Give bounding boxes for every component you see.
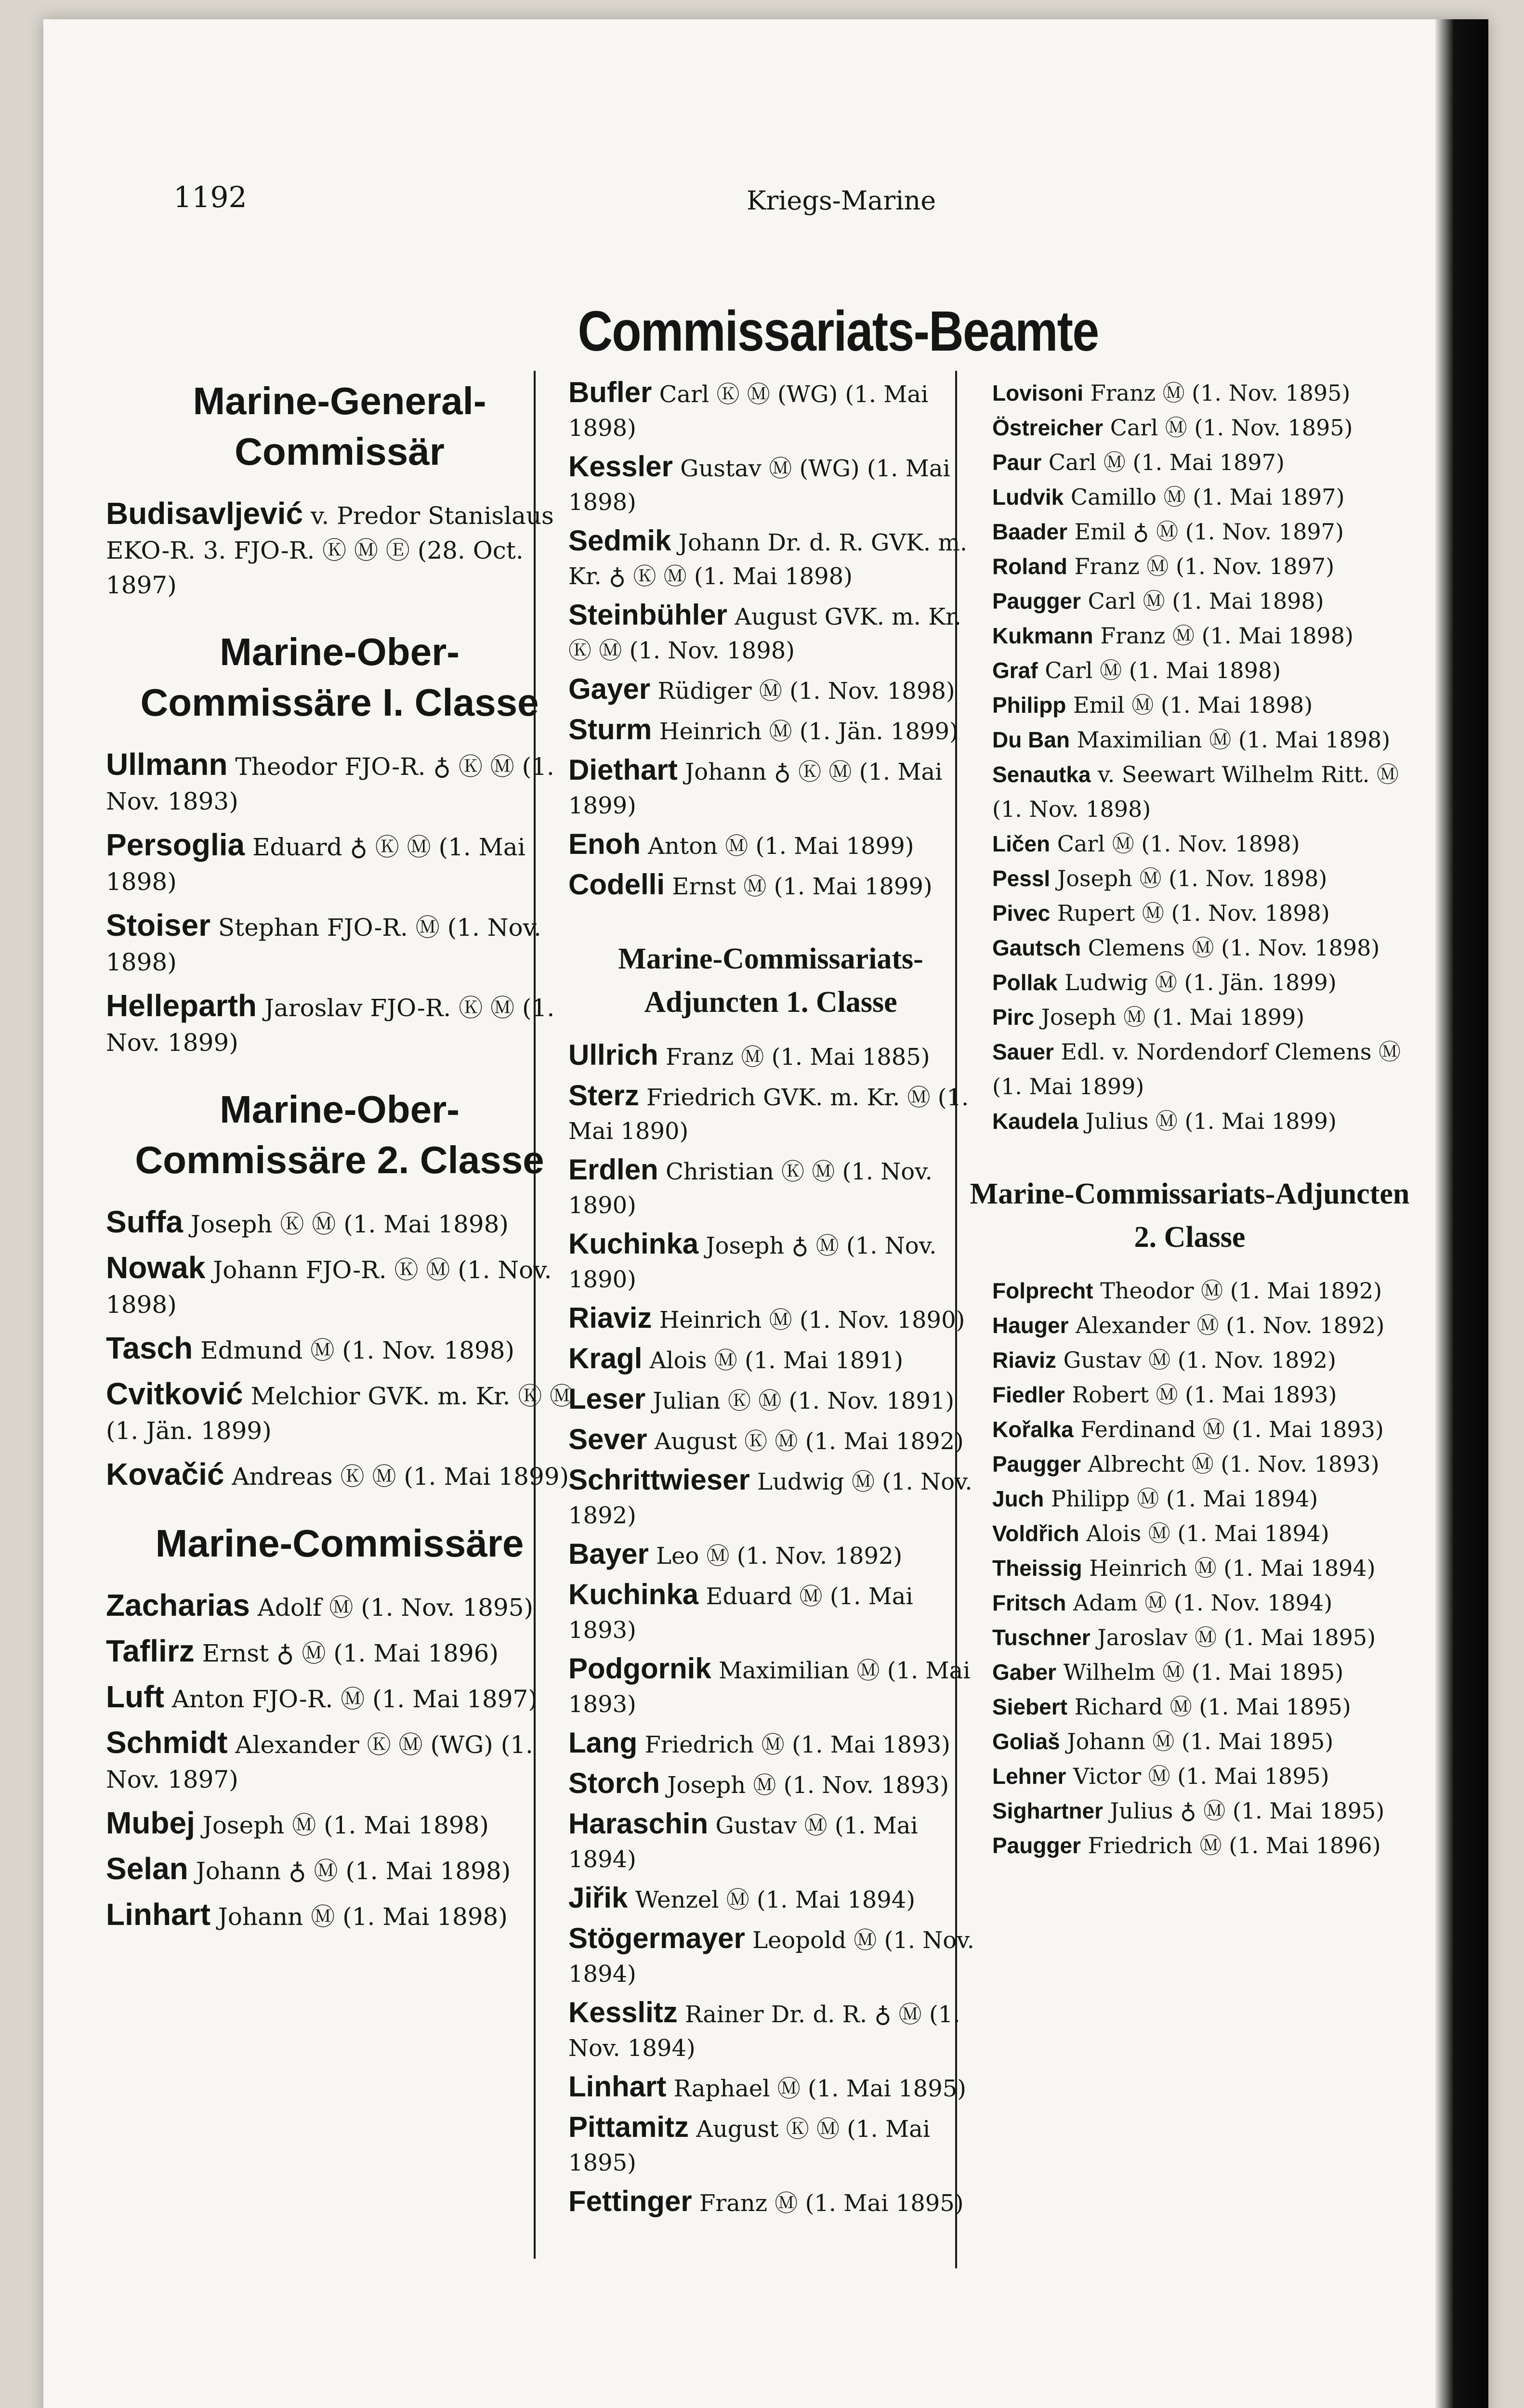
list-item	[554, 1922, 987, 1991]
column-2	[554, 376, 987, 2225]
entry-surname: Sturm	[568, 713, 652, 746]
entry-surname: Sighartner	[992, 1798, 1104, 1823]
entry-details: Johann Ⓜ (1. Mai 1898)	[218, 1903, 508, 1931]
entry-surname: Nowak	[106, 1250, 206, 1285]
entry-details: Joseph ♁ Ⓜ (1. Nov. 1890)	[568, 1232, 937, 1293]
list-item	[554, 2185, 987, 2220]
entry-surname: Diethart	[568, 754, 678, 786]
list-item	[554, 1578, 987, 1647]
entry-surname: Goliaš	[992, 1729, 1060, 1754]
entry-surname: Pollak	[992, 970, 1058, 995]
entry-surname: Tuschner	[992, 1625, 1090, 1650]
list-item	[963, 1585, 1416, 1620]
entry-surname: Pessl	[992, 866, 1051, 891]
entry-surname: Suffa	[106, 1204, 183, 1239]
entry-surname: Schrittwieser	[568, 1464, 750, 1496]
entry-surname: Paugger	[992, 1452, 1081, 1477]
entry-details: Victor Ⓜ (1. Mai 1895)	[1073, 1763, 1329, 1789]
list-item	[963, 722, 1416, 757]
entry-details: Alois Ⓜ (1. Mai 1894)	[1086, 1520, 1329, 1546]
entry-details: Alexander Ⓚ Ⓜ (WG) (1. Nov. 1897)	[106, 1731, 533, 1793]
entry-surname: Sterz	[568, 1079, 639, 1112]
entry-details: Philipp Ⓜ (1. Mai 1894)	[1051, 1486, 1318, 1512]
entry-surname: Stögermayer	[568, 1922, 745, 1954]
entry-surname: Theissig	[992, 1556, 1082, 1581]
entry-surname: Graf	[992, 658, 1038, 683]
list-item	[963, 584, 1416, 618]
section-heading: Marine-Ober-Commissäre I. Classe	[140, 630, 539, 724]
list-item	[963, 549, 1416, 584]
entry-details: Carl Ⓜ (1. Mai 1897)	[1048, 449, 1285, 475]
entry-surname: Ludvik	[992, 484, 1064, 510]
entry-surname: Helleparth	[106, 988, 257, 1023]
entry-details: Raphael Ⓜ (1. Mai 1895)	[673, 2075, 967, 2102]
list-item	[554, 1423, 987, 1458]
entry-surname: Podgornik	[568, 1652, 711, 1685]
list-item	[96, 1250, 583, 1322]
list-item	[554, 2110, 987, 2180]
entry-details: Richard Ⓜ (1. Mai 1895)	[1074, 1694, 1351, 1720]
entry-surname: Riaviz	[568, 1302, 652, 1334]
entry-surname: Kaudela	[992, 1109, 1078, 1134]
entry-surname: Budisavljević	[106, 496, 303, 531]
entry-surname: Sauer	[992, 1039, 1054, 1064]
entry-details: Leopold Ⓜ (1. Nov. 1894)	[568, 1927, 974, 1988]
entry-details: Friedrich Ⓜ (1. Mai 1893)	[644, 1731, 950, 1758]
entry-surname: Persoglia	[106, 827, 245, 862]
list-item	[963, 480, 1416, 514]
entry-surname: Roland	[992, 554, 1067, 579]
list-item	[554, 376, 987, 445]
entry-details: Carl Ⓜ (1. Mai 1898)	[1088, 588, 1324, 614]
entry-surname: Leser	[568, 1383, 646, 1415]
list-item	[963, 826, 1416, 861]
entry-details: Edmund Ⓜ (1. Nov. 1898)	[200, 1336, 515, 1364]
list-item	[554, 753, 987, 823]
entry-surname: Paur	[992, 450, 1042, 475]
list-item	[963, 1000, 1416, 1034]
entry-details: August Ⓚ Ⓜ (1. Mai 1895)	[568, 2116, 931, 2176]
entry-details: Joseph Ⓜ (1. Mai 1899)	[1041, 1004, 1305, 1030]
entry-details: Friedrich GVK. m. Kr. Ⓜ (1. Mai 1890)	[568, 1084, 969, 1145]
list-item	[963, 376, 1416, 410]
list-item	[963, 1551, 1416, 1585]
list-item	[963, 1828, 1416, 1863]
entry-surname: Östreicher	[992, 415, 1104, 440]
entry-details: v. Predor Stanislaus EKO-R. 3. FJO-R. Ⓚ Ⓜ Ⓔ (28. Oct. 1897)	[106, 502, 554, 599]
entry-details: Heinrich Ⓜ (1. Nov. 1890)	[659, 1307, 965, 1334]
entry-details: Gustav Ⓜ (1. Mai 1894)	[568, 1812, 918, 1873]
list-item	[96, 827, 583, 899]
list-item	[96, 1331, 583, 1368]
entry-details: Heinrich Ⓜ (1. Jän. 1899)	[659, 718, 959, 745]
list-item	[96, 1204, 583, 1242]
entry-surname: Lovisoni	[992, 380, 1084, 406]
entry-details: Leo Ⓜ (1. Nov. 1892)	[656, 1543, 903, 1570]
list-item	[963, 1273, 1416, 1308]
entry-surname: Cvitković	[106, 1376, 243, 1411]
entry-details: Franz Ⓜ (1. Mai 1895)	[699, 2190, 964, 2217]
entry-surname: Senautka	[992, 762, 1091, 787]
entry-details: Theodor FJO-R. ♁ Ⓚ Ⓜ (1. Nov. 1893)	[106, 753, 554, 815]
entry-surname: Juch	[992, 1486, 1044, 1511]
column-1	[96, 376, 583, 1943]
list-item	[963, 1481, 1416, 1516]
list-item	[554, 1652, 987, 1721]
list-item	[554, 1807, 987, 1876]
entry-details: Theodor Ⓜ (1. Mai 1892)	[1100, 1278, 1382, 1304]
entry-surname: Zacharias	[106, 1588, 250, 1623]
entry-details: Johann FJO-R. Ⓚ Ⓜ (1. Nov. 1898)	[106, 1256, 552, 1319]
list-item	[963, 896, 1416, 930]
list-item	[963, 1034, 1416, 1104]
list-item	[554, 1382, 987, 1418]
entry-surname: Taflirz	[106, 1634, 195, 1668]
section-heading: Marine-Commissariats-Adjuncten 2. Classe	[970, 1178, 1410, 1254]
entry-details: Julius Ⓜ (1. Mai 1899)	[1085, 1108, 1337, 1134]
entry-surname: Bufler	[568, 376, 652, 408]
entry-surname: Steinbühler	[568, 599, 728, 631]
entry-surname: Kesslitz	[568, 1996, 678, 2028]
entry-surname: Tasch	[106, 1331, 193, 1365]
entry-surname: Bayer	[568, 1538, 649, 1570]
section-heading: Marine-Ober-Commissäre 2. Classe	[135, 1088, 544, 1181]
list-item	[554, 1996, 987, 2065]
list-item	[963, 653, 1416, 688]
entry-details: Johann ♁ Ⓚ Ⓜ (1. Mai 1899)	[568, 759, 943, 819]
list-item	[96, 1679, 583, 1716]
entry-surname: Storch	[568, 1767, 660, 1799]
entry-details: Jaroslav Ⓜ (1. Mai 1895)	[1097, 1624, 1376, 1650]
entry-details: Ludwig Ⓜ (1. Nov. 1892)	[568, 1468, 972, 1529]
entry-details: Joseph Ⓜ (1. Nov. 1893)	[667, 1772, 949, 1799]
entry-details: Joseph Ⓜ (1. Nov. 1898)	[1057, 865, 1327, 891]
entry-details: Anton Ⓜ (1. Mai 1899)	[648, 833, 914, 860]
entry-details: Camillo Ⓜ (1. Mai 1897)	[1070, 484, 1345, 510]
list-item	[554, 450, 987, 519]
section-heading: Marine-General-Commissär	[193, 380, 486, 473]
entry-details: Gustav Ⓜ (WG) (1. Mai 1898)	[568, 455, 950, 516]
entry-details: Adolf Ⓜ (1. Nov. 1895)	[257, 1594, 534, 1622]
entry-surname: Jiřik	[568, 1882, 628, 1914]
entry-details: Heinrich Ⓜ (1. Mai 1894)	[1089, 1555, 1376, 1581]
entry-details: Carl Ⓚ Ⓜ (WG) (1. Mai 1898)	[568, 381, 929, 442]
entry-details: Wenzel Ⓜ (1. Mai 1894)	[635, 1886, 916, 1913]
list-item	[963, 514, 1416, 549]
entry-details: Rüdiger Ⓜ (1. Nov. 1898)	[657, 678, 955, 705]
list-item	[554, 1726, 987, 1762]
list-item	[554, 1301, 987, 1337]
entry-surname: Lang	[568, 1727, 638, 1759]
list-item	[96, 1851, 583, 1888]
entry-surname: Stoiser	[106, 908, 210, 942]
page-title: Commissariats-Beamte	[578, 300, 1099, 363]
entry-details: Edl. v. Nordendorf Clemens Ⓜ (1. Mai 1899)	[992, 1039, 1401, 1099]
entry-surname: Ličen	[992, 831, 1051, 856]
entry-surname: Enoh	[568, 828, 641, 860]
list-item	[554, 1767, 987, 1802]
entry-surname: Linhart	[106, 1897, 210, 1932]
entry-details: v. Seewart Wilhelm Ritt. Ⓜ (1. Nov. 1898)	[992, 761, 1399, 822]
page-number: 1192	[173, 181, 247, 214]
entry-surname: Gaber	[992, 1660, 1056, 1685]
running-head: Kriegs-Marine	[747, 185, 936, 216]
entry-details: Johann Dr. d. R. GVK. m. Kr. ♁ Ⓚ Ⓜ (1. Mai 1898)	[568, 529, 968, 590]
entry-details: Franz Ⓜ (1. Nov. 1897)	[1074, 553, 1335, 579]
entry-surname: Philipp	[992, 693, 1066, 718]
entry-details: Rupert Ⓜ (1. Nov. 1898)	[1057, 900, 1330, 926]
entry-details: Adam Ⓜ (1. Nov. 1894)	[1073, 1590, 1333, 1616]
entry-surname: Kořalka	[992, 1417, 1074, 1442]
list-item	[96, 1634, 583, 1671]
list-item	[963, 1447, 1416, 1481]
entry-surname: Gayer	[568, 673, 651, 705]
entry-surname: Hauger	[992, 1313, 1069, 1338]
list-item	[554, 1079, 987, 1148]
entry-details: Friedrich Ⓜ (1. Mai 1896)	[1088, 1832, 1381, 1858]
list-item	[96, 908, 583, 980]
entry-surname: Mubej	[106, 1806, 195, 1840]
entry-details: August GVK. m. Kr. Ⓚ Ⓜ (1. Nov. 1898)	[568, 603, 961, 664]
list-item	[96, 747, 583, 819]
entry-details: Alois Ⓜ (1. Mai 1891)	[649, 1347, 904, 1374]
list-item	[963, 1377, 1416, 1412]
entry-surname: Kuchinka	[568, 1228, 699, 1260]
list-item	[963, 1793, 1416, 1828]
list-item	[554, 598, 987, 667]
entry-surname: Paugger	[992, 589, 1081, 614]
list-item	[96, 1376, 583, 1448]
entry-surname: Fettinger	[568, 2185, 692, 2217]
list-item	[963, 1308, 1416, 1343]
entry-details: Christian Ⓚ Ⓜ (1. Nov. 1890)	[568, 1158, 933, 1219]
entry-surname: Sever	[568, 1423, 647, 1455]
entry-surname: Luft	[106, 1679, 164, 1714]
entry-surname: Paugger	[992, 1833, 1081, 1858]
list-item	[554, 1881, 987, 1917]
entry-details: Ludwig Ⓜ (1. Jän. 1899)	[1064, 969, 1337, 995]
list-item	[963, 1759, 1416, 1793]
list-item	[96, 988, 583, 1060]
entry-details: Jaroslav FJO-R. Ⓚ Ⓜ (1. Nov. 1899)	[106, 994, 555, 1057]
entry-surname: Schmidt	[106, 1725, 228, 1760]
entry-details: Joseph Ⓚ Ⓜ (1. Mai 1898)	[190, 1210, 509, 1238]
entry-details: Melchior GVK. m. Kr. Ⓚ Ⓜ (1. Jän. 1899)	[106, 1382, 574, 1445]
entry-details: Carl Ⓜ (1. Mai 1898)	[1045, 657, 1281, 683]
list-item	[963, 1412, 1416, 1447]
entry-surname: Erdlen	[568, 1153, 658, 1186]
list-item	[554, 868, 987, 903]
entry-surname: Siebert	[992, 1694, 1067, 1719]
entry-surname: Pittamitz	[568, 2111, 689, 2143]
list-item	[554, 524, 987, 593]
list-item	[554, 672, 987, 708]
list-item	[963, 1516, 1416, 1551]
list-item	[963, 930, 1416, 965]
entry-surname: Kragl	[568, 1342, 643, 1374]
list-item	[963, 965, 1416, 1000]
entry-details: Ferdinand Ⓜ (1. Mai 1893)	[1080, 1416, 1384, 1442]
entry-details: Alexander Ⓜ (1. Nov. 1892)	[1076, 1312, 1385, 1338]
list-item	[554, 827, 987, 863]
list-item	[96, 496, 583, 602]
entry-details: Andreas Ⓚ Ⓜ (1. Mai 1899)	[232, 1463, 569, 1491]
list-item	[963, 757, 1416, 826]
entry-details: Maximilian Ⓜ (1. Mai 1893)	[568, 1657, 971, 1718]
list-item	[963, 861, 1416, 896]
entry-details: Joseph Ⓜ (1. Mai 1898)	[202, 1811, 489, 1839]
page-edge-shadow	[1435, 19, 1488, 2408]
list-item	[96, 1457, 583, 1494]
list-item	[554, 1038, 987, 1074]
entry-details: Stephan FJO-R. Ⓜ (1. Nov. 1898)	[106, 914, 541, 976]
entry-details: Gustav Ⓜ (1. Nov. 1892)	[1063, 1347, 1336, 1373]
entry-details: Ernst Ⓜ (1. Mai 1899)	[672, 873, 933, 900]
list-item	[96, 1897, 583, 1934]
entry-surname: Gautsch	[992, 935, 1081, 960]
entry-details: Johann ♁ Ⓜ (1. Mai 1898)	[196, 1857, 511, 1885]
entry-details: Julian Ⓚ Ⓜ (1. Nov. 1891)	[653, 1387, 955, 1414]
entry-details: Carl Ⓜ (1. Nov. 1898)	[1057, 831, 1300, 857]
entry-details: Emil Ⓜ (1. Mai 1898)	[1073, 692, 1313, 718]
entry-surname: Baader	[992, 519, 1067, 544]
entry-surname: Kuchinka	[568, 1578, 699, 1610]
entry-details: Johann Ⓜ (1. Mai 1895)	[1067, 1728, 1334, 1754]
column-3	[963, 376, 1416, 1863]
entry-details: Franz Ⓜ (1. Mai 1898)	[1100, 623, 1353, 649]
list-item	[963, 1655, 1416, 1689]
entry-surname: Sedmik	[568, 524, 671, 557]
entry-surname: Fritsch	[992, 1590, 1066, 1615]
list-item	[963, 688, 1416, 722]
entry-surname: Haraschin	[568, 1807, 709, 1840]
entry-surname: Pivec	[992, 901, 1051, 926]
list-item	[554, 1463, 987, 1532]
entry-surname: Voldřich	[992, 1521, 1079, 1546]
entry-details: Robert Ⓜ (1. Mai 1893)	[1072, 1382, 1337, 1408]
entry-details: Julius ♁ Ⓜ (1. Mai 1895)	[1110, 1798, 1385, 1824]
entry-surname: Pirc	[992, 1005, 1034, 1030]
section-heading: Marine-Commissariats-Adjuncten 1. Classe	[618, 942, 923, 1019]
entry-surname: Du Ban	[992, 727, 1070, 752]
entry-surname: Kovačić	[106, 1457, 224, 1492]
entry-details: Eduard ♁ Ⓚ Ⓜ (1. Mai 1898)	[106, 833, 526, 896]
entry-details: Carl Ⓜ (1. Nov. 1895)	[1110, 415, 1353, 441]
list-item	[554, 1227, 987, 1296]
list-item	[554, 2070, 987, 2106]
list-item	[963, 1104, 1416, 1139]
list-item	[963, 1343, 1416, 1377]
entry-surname: Selan	[106, 1851, 188, 1886]
entry-surname: Riaviz	[992, 1348, 1056, 1373]
entry-surname: Lehner	[992, 1764, 1066, 1789]
entry-surname: Kukmann	[992, 623, 1093, 648]
list-item	[96, 1725, 583, 1797]
entry-surname: Fiedler	[992, 1382, 1065, 1407]
list-item	[963, 445, 1416, 480]
list-item	[554, 1342, 987, 1377]
entry-surname: Ullmann	[106, 747, 228, 782]
entry-details: August Ⓚ Ⓜ (1. Mai 1892)	[654, 1428, 964, 1455]
entry-details: Eduard Ⓜ (1. Mai 1893)	[568, 1583, 913, 1644]
entry-details: Clemens Ⓜ (1. Nov. 1898)	[1088, 935, 1380, 961]
list-item	[96, 1806, 583, 1843]
entry-details: Anton FJO-R. Ⓜ (1. Mai 1897)	[171, 1685, 538, 1713]
list-item	[554, 1153, 987, 1222]
list-item	[963, 618, 1416, 653]
entry-surname: Linhart	[568, 2070, 667, 2103]
entry-details: Albrecht Ⓜ (1. Nov. 1893)	[1088, 1451, 1379, 1477]
entry-details: Franz Ⓜ (1. Mai 1885)	[665, 1044, 930, 1071]
list-item	[554, 1537, 987, 1573]
list-item	[554, 713, 987, 748]
list-item	[963, 410, 1416, 445]
list-item	[963, 1724, 1416, 1759]
list-item	[96, 1588, 583, 1625]
entry-details: Emil ♁ Ⓜ (1. Nov. 1897)	[1074, 519, 1344, 545]
entry-surname: Codelli	[568, 868, 665, 901]
entry-surname: Kessler	[568, 450, 673, 483]
entry-details: Maximilian Ⓜ (1. Mai 1898)	[1077, 727, 1391, 753]
entry-details: Wilhelm Ⓜ (1. Mai 1895)	[1063, 1659, 1344, 1685]
section-heading: Marine-Commissäre	[155, 1522, 524, 1565]
entry-surname: Ullrich	[568, 1039, 658, 1071]
entry-details: Ernst ♁ Ⓜ (1. Mai 1896)	[202, 1639, 499, 1667]
entry-details: Franz Ⓜ (1. Nov. 1895)	[1090, 380, 1351, 406]
list-item	[963, 1689, 1416, 1724]
entry-surname: Folprecht	[992, 1278, 1093, 1303]
list-item	[963, 1620, 1416, 1655]
entry-details: Rainer Dr. d. R. ♁ Ⓜ (1. Nov. 1894)	[568, 2001, 960, 2062]
